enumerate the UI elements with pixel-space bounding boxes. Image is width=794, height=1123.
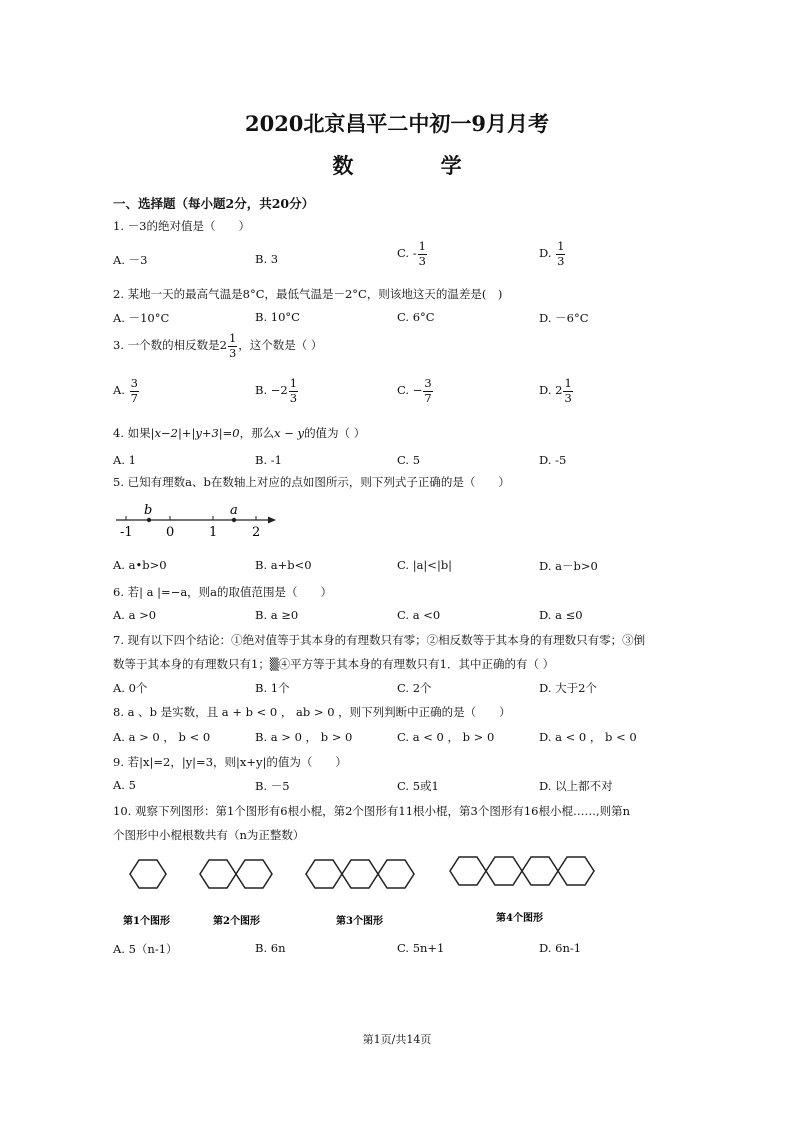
q5-option-c: C. |a|<|b| <box>397 558 453 572</box>
fig4-hexagon-2 <box>486 857 522 885</box>
section-heading: 一、选择题（每小题2分，共20分） <box>113 196 315 211</box>
fig3-hexagon-2 <box>342 860 378 888</box>
q4-option-b: B. -1 <box>255 453 282 467</box>
q3-option-a: A. $\frac{3}{7}$ <box>113 376 138 405</box>
label-b: b <box>144 503 153 518</box>
fig4-hexagon-4 <box>558 857 594 885</box>
q9-option-d: D. 以上都不对 <box>539 779 613 793</box>
q9-option-c: C. 5或1 <box>397 779 439 793</box>
label-a: a <box>230 503 238 518</box>
q3-option-c: C. − $\frac{3}{7}$ <box>397 376 432 405</box>
tick-label-1: 1 <box>209 525 218 540</box>
q4-option-c: C. 5 <box>397 453 421 467</box>
q8-option-d: D. a < 0 ， b < 0 <box>539 730 637 744</box>
q2-option-a: A. －10°C <box>113 311 170 325</box>
q8-option-a: A. a > 0 ， b < 0 <box>113 730 211 744</box>
number-line-arrow <box>268 517 276 524</box>
q10-option-c: C. 5n+1 <box>397 941 445 955</box>
fig3-hexagon-3 <box>378 860 414 888</box>
tick-label-2: 2 <box>252 525 261 540</box>
q5-option-d: D. a－b>0 <box>539 559 598 573</box>
tick-label-minus-1: -1 <box>120 525 133 540</box>
q10-option-d: D. 6n-1 <box>539 941 582 955</box>
question-5: 5. 已知有理数a、b在数轴上对应的点如图所示，则下列式子正确的是（ ） <box>113 475 510 489</box>
question-7-line1: 7. 现有以下四个结论：①绝对值等于其本身的有理数只有零；②相反数等于其本身的有理数只有零；③倒 <box>113 633 646 647</box>
q6-option-b: B. a ≥0 <box>255 608 299 622</box>
q7-option-b: B. 1个 <box>255 681 290 695</box>
q3-option-d: D. 2 $\frac{1}{3}$ <box>539 376 572 405</box>
q1-option-c: C. - $\frac{1}{3}$ <box>397 239 426 268</box>
q7-option-c: C. 2个 <box>397 681 432 695</box>
q3-option-b: B. −2 $\frac{1}{3}$ <box>255 376 298 405</box>
fig4-hexagon-1 <box>450 857 486 885</box>
q6-option-d: D. a ≤0 <box>539 608 583 622</box>
question-4: 4. 如果|x−2|+|y+3|=0，那么x − y的值为（ ） <box>113 426 366 440</box>
q2-option-b: B. 10°C <box>255 310 300 324</box>
fig1-label: 第1个图形 <box>123 916 170 927</box>
q8-option-b: B. a > 0 ， b > 0 <box>255 730 353 744</box>
fig4-label: 第4个图形 <box>496 913 543 924</box>
q9-option-a: A. 5 <box>113 778 136 792</box>
fig2-hexagon-2 <box>236 860 272 888</box>
question-8: 8. a 、b 是实数，且 a + b < 0 ， ab > 0 ，则下列判断中正确的是（ ） <box>113 705 511 719</box>
q6-option-a: A. a >0 <box>113 608 157 622</box>
point-b <box>147 518 151 522</box>
q6-option-c: C. a <0 <box>397 608 441 622</box>
subject-title: 数 学 <box>332 153 502 178</box>
fig2-label: 第2个图形 <box>213 916 260 927</box>
q1-option-d: D. $\frac{1}{3}$ <box>539 239 565 268</box>
question-10-line2: 个图形中小棍根数共有（n为正整数） <box>113 828 305 842</box>
fig3-hexagon-1 <box>306 860 342 888</box>
q7-option-a: A. 0个 <box>113 681 148 695</box>
page-title: 2020北京昌平二中初一9月月考 <box>244 111 550 136</box>
question-6: 6. 若| a |=−a，则a的取值范围是（ ） <box>113 585 333 599</box>
q4-expression: |x−2|+|y+3|=0 <box>150 426 240 440</box>
q1-option-b: B. 3 <box>255 252 279 266</box>
fig1-hexagon-1 <box>130 860 166 888</box>
question-9: 9. 若|x|=2，|y|=3，则|x+y|的值为（ ） <box>113 755 347 769</box>
question-1: 1. －3的绝对值是（ ） <box>113 219 250 233</box>
question-10-line1: 10. 观察下列图形：第1个图形有6根小棍，第2个图形有11根小棍，第3个图形有16根小棍……,则第n <box>113 804 631 818</box>
q2-option-c: C. 6°C <box>397 310 435 324</box>
point-a <box>232 518 236 522</box>
q10-option-a: A. 5（n-1） <box>113 942 178 956</box>
q9-option-b: B. －5 <box>255 779 290 793</box>
fig3-label: 第3个图形 <box>336 916 383 927</box>
page-footer: 第1页/共14页 <box>362 1033 432 1046</box>
q4-option-a: A. 1 <box>113 453 136 467</box>
question-7-line2: 数等于其本身的有理数只有1；▒④平方等于其本身的有理数只有1．其中正确的有（ ） <box>113 657 555 671</box>
hexagon-figures <box>118 852 608 934</box>
q8-option-c: C. a < 0 ， b > 0 <box>397 730 495 744</box>
question-3: 3. 一个数的相反数是2 $\frac{1}{3}$ ，这个数是（ ） <box>113 331 323 360</box>
q5-option-a: A. a•b>0 <box>113 558 167 572</box>
question-2: 2. 某地一天的最高气温是8°C，最低气温是－2°C，则该地这天的温差是( ) <box>113 287 503 301</box>
q10-option-b: B. 6n <box>255 941 286 955</box>
number-line <box>112 500 282 544</box>
q5-option-b: B. a+b<0 <box>255 558 312 572</box>
fig2-hexagon-1 <box>200 860 236 888</box>
q1-option-a: A. －3 <box>113 253 148 267</box>
tick-label-0: 0 <box>166 525 175 540</box>
q7-option-d: D. 大于2个 <box>539 681 597 695</box>
q2-option-d: D. －6°C <box>539 311 589 325</box>
fig4-hexagon-3 <box>522 857 558 885</box>
q4-option-d: D. -5 <box>539 453 567 467</box>
